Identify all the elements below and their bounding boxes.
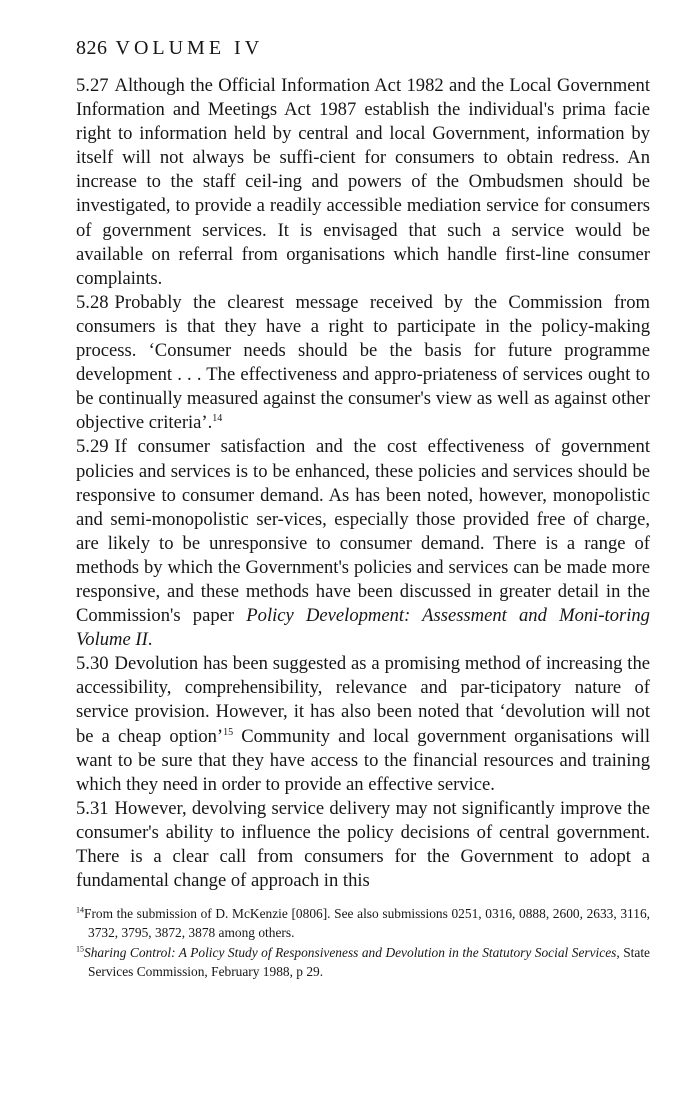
volume-label: VOLUME IV [115,37,264,59]
page-number: 826 [76,37,108,59]
paragraph-number: 5.30 [76,653,109,675]
footnote-ref-14: 14 [212,413,223,425]
paragraph-number: 5.28 [76,291,109,313]
paragraph-5-27 [76,74,650,291]
footnote-text: From the submission of D. McKenzie [0806]. See also submissions 0251, 0316, 0888, 2600, 2633, 3116, 3732, 3795, 3872, 3878 among others. [84,906,650,940]
running-head [76,34,650,62]
paragraph-text-continued: Community and local government organisations will want to be sure that they have access to the financial resources and training which they need in order to provide an effective service. [76,725,651,795]
paragraph-text: Probably the clearest message received by the Commission from consumers is that they have a right to participate in the policy-making process. ‘Consumer needs should be the basis for future programme development . . . The effectiveness and appro-priateness of services ought to be continually measured against the consumer's view as well as against other objective criteria’. [76,291,650,434]
paragraph-text: If consumer satisfaction and the cost effectiveness of government policies and services is to be enhanced, these policies and services should be responsive to consumer demand. As has been noted, however, monopolistic and semi-monopolistic ser-vices, especially those provided free of charge, are likely to be unresponsive to consumer demand. There is a range of methods by which the Government's policies and services can be made more responsive, and these methods have been discussed in greater detail in the Commission's paper [76,436,650,627]
footnote-marker: 15 [76,944,84,954]
footnote-source-title: Sharing Control: A Policy Study of Responsiveness and Devolution in the Statutory Social Services [84,945,617,961]
document-page [76,34,650,984]
paragraph-number: 5.27 [76,75,109,96]
paragraph-number: 5.29 [76,436,109,458]
paragraph-5-30 [76,652,650,797]
footnote-14 [76,905,650,942]
footnote-marker: 14 [76,905,84,915]
paragraph-text: Devolution has been suggested as a promising method of increasing the accessibility, comprehensibility, relevance and par-ticipatory nature of service provision. However, it has also been noted that ‘devolution will not be a cheap option’ [76,653,650,747]
paragraph-5-29 [76,435,650,652]
paper-title: Policy Development: Assessment and Moni-toring Volume II [76,605,650,651]
footnote-ref-15: 15 [223,726,234,738]
paragraph-5-31 [76,797,650,893]
paragraph-tail: . [147,629,153,651]
footnotes [76,905,650,981]
paragraph-text: Although the Official Information Act 1982 and the Local Government Information and Meetings Act 1987 establish the individual's prima facie right to information held by central and local Government, information by itself will not always be suffi-cient for consumers to obtain redress. An increase to the staff ceil-ing and powers of the Ombudsmen should be investigated, to provide a readily accessible mediation service for consumers of government services. It is envisaged that such a service would be available on referral from organisations which handle first-line consumer complaints. [76,75,650,289]
paragraph-5-28 [76,291,650,436]
paragraph-number: 5.31 [76,797,109,819]
footnote-text: , State Services Commission, February 1988, p 29. [88,945,650,979]
footnote-15 [76,944,650,981]
paragraph-text: However, devolving service delivery may not significantly improve the consumer's ability to influence the policy decisions of central government. There is a clear call from consumers for the Government to adopt a fundamental change of approach in this [76,797,650,892]
